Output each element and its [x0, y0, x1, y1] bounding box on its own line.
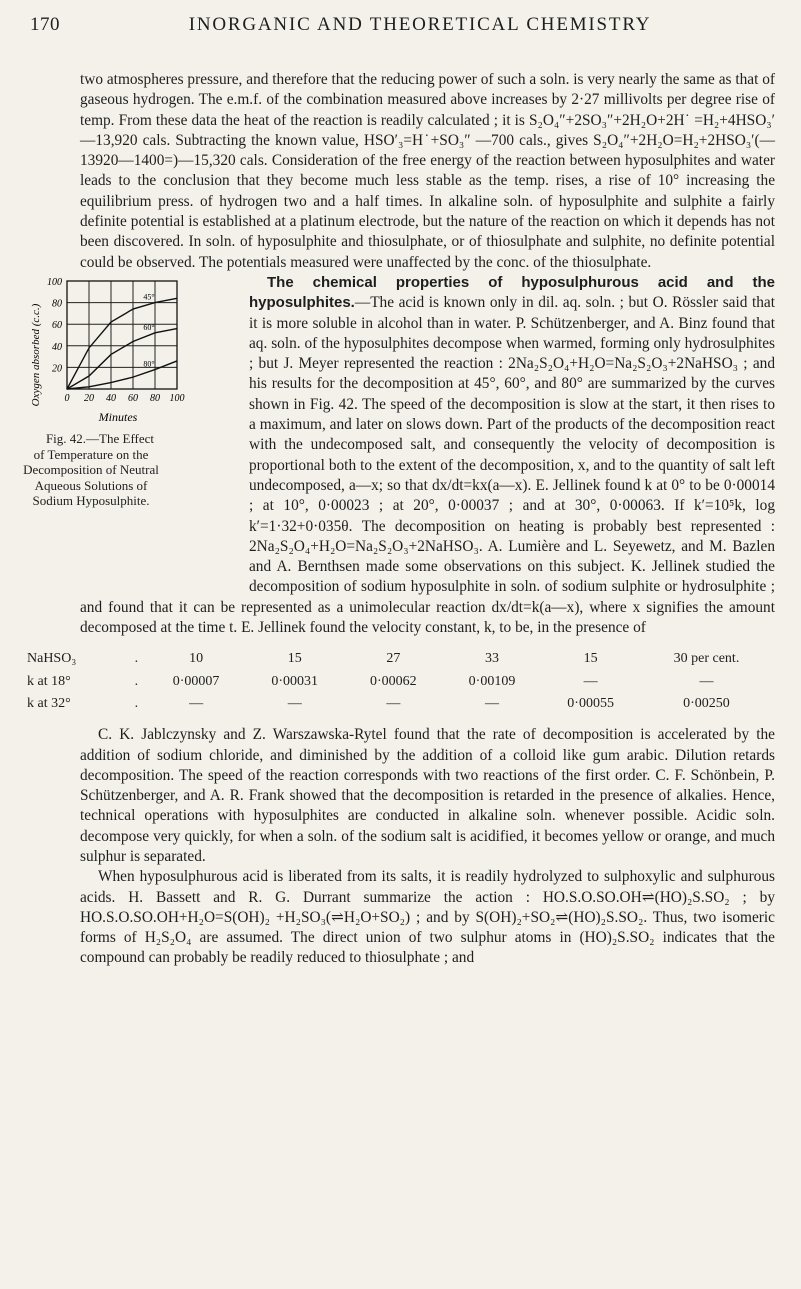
curve-label: 80°: [143, 359, 155, 369]
x-axis-label: Minutes: [98, 409, 138, 424]
table-cell: 0·00250: [683, 695, 730, 711]
decomposition-chart: [23, 275, 237, 425]
page-number: 170: [30, 14, 60, 35]
series-line-0: [67, 361, 177, 389]
table-cell: —: [287, 695, 302, 711]
leader-dot: .: [134, 695, 139, 711]
y-tick-label: 60: [52, 320, 62, 332]
y-tick-label: 100: [47, 276, 62, 288]
paragraph-1: two atmospheres pressure, and therefore that the reducing power of such a soln. is very nearly the same as that of gaseous hydrogen. The e.m.f. of the combination measured above increases by 2·27 millivolts per degree rise of temp. From these data the heat of the reaction is readily calculated ; it is S₂O₄″+2SO₃″+2H₂O+2H˙ =H₂+4HSO₃′—13,920 cals. Subtracting the known value, HSO′₃=H˙+SO₃″ —700 cals., gives S₂O₄″+2H₂O=H₂+2HSO₃′(—13920—1400=)—15,320 cals. Consideration of the free energy of the reaction between hyposulphites and water leads to the conclusion that they become much less stable as the temp. rises, a rise of 10° increasing the equilibrium press. of hydrogen two and a half times. In alkaline soln. of hyposulphite and sulphite a fairly definite potential is established at a platinum electrode, but the nature of the reaction on which it depends has not been discovered. In soln. of hyposulphite and thiosulphate, or of thiosulphate and sulphite, no definite potential could be observed. The potentials measured were unaffected by the conc. of the thiosulphate.: [80, 71, 775, 271]
curve-label: 60°: [143, 322, 155, 332]
plot-frame: [67, 281, 177, 389]
table-cell: 33: [484, 651, 499, 667]
x-tick-label: 0: [64, 392, 70, 404]
x-tick-label: 80: [150, 392, 160, 404]
table-cell: 10: [189, 651, 204, 667]
row-label: k at 32°: [27, 695, 71, 711]
curve-label: 45°: [143, 292, 155, 302]
table-cell: 0·00062: [370, 673, 417, 689]
row-label: k at 18°: [27, 673, 71, 689]
table-cell: 0·00055: [567, 695, 614, 711]
figure-42: [23, 275, 237, 587]
table-cell: —: [699, 673, 714, 689]
table-row: [23, 648, 773, 670]
table-cell: —: [583, 673, 598, 689]
paragraph-4: When hyposulphurous acid is liberated from its salts, it is readily hydrolyzed to sulphoxylic and sulphurous acids. H. Bassett and R. G. Durrant summarize the action : HO.S.O.SO.OH⇌(HO)₂S.SO₂ ; by HO.S.O.SO.OH+H₂O=S(OH)₂ +H₂SO₃(⇌H₂O+SO₂) ; and by S(OH)₂+SO₂⇌(HO)₂S.SO₂. Thus, two isomeric forms of H₂S₂O₄ are assumed. The direct union of two sulphur atoms in (HO)₂S.SO₂ indicates that the compound can probably be readily reduced to thiosulphate ; and: [80, 868, 775, 967]
paragraph-2-body: —The acid is known only in dil. aq. soln. ; but O. Rössler said that it is more soluble in alcohol than in water. P. Schützenberger, and A. Binz found that aq. soln. of the hyposulphites decompose when warmed, forming only hydrosulphites ; but J. Meyer represented the reaction : 2Na₂S₂O₄+H₂O=Na₂S₂O₃+2NaHSO₃ ; and his results for the decomposition at 45°, 60°, and 80° are summarized by the curves shown in Fig. 42. The speed of the decomposition is slow at the start, it then rises to a maximum, and later on slows down. Part of the products of the decomposition react with the undecomposed salt, and consequently the velocity of decomposition is proportional both to the extent of the decomposition, x, and to the quantity of salt left undecomposed, a—x; so that dx/dt=kx(a—x). E. Jellinek found k at 0° to be 0·00014 ; at 10°, 0·00023 ; at 20°, 0·00037 ; and at 30°, 0·00063. If k′=10⁵k, log k′=1·32+0·035θ. The decomposition on heating is probably best represented : 2Na₂S₂O₄+H₂O=Na₂S₂O₃+2NaHSO₃. A. Lumière and L. Seyewetz, and M. Bazlen and A. Bernthsen made some observations on this subject. K. Jellinek studied the decomposition of sodium hyposulphite in soln. of sodium sulphite or hydrosulphite ; and found that it can be represented as a unimolecular reaction dx/dt=k(a—x), where x signifies the amount decomposed at the time t. E. Jellinek found the velocity constant, k, to be, in the presence of: [80, 294, 775, 637]
running-head: INORGANIC AND THEORETICAL CHEMISTRY: [188, 14, 652, 35]
table-cell: 0·00031: [271, 673, 319, 689]
y-tick-label: 20: [52, 363, 62, 375]
leader-dot: .: [134, 673, 139, 689]
table-cell: 15: [287, 651, 302, 667]
table-cell: —: [189, 695, 204, 711]
table-row: [23, 671, 773, 693]
y-axis-label: Oxygen absorbed (c.c.): [30, 303, 42, 407]
section-heading: The chemical properties of hyposulphurous acid and the hyposulphites.: [249, 273, 775, 312]
x-tick-label: 20: [84, 392, 94, 404]
x-tick-label: 60: [128, 392, 138, 404]
table-row: [23, 693, 773, 715]
table-cell: —: [386, 695, 401, 711]
table-cell: 15: [583, 651, 598, 667]
x-tick-label: 100: [169, 392, 185, 404]
paragraph-2: [23, 273, 775, 638]
plot-area: [47, 277, 185, 404]
y-tick-label: 80: [52, 298, 62, 310]
row-label: NaHSO₃: [27, 651, 77, 667]
x-tick-label: 40: [106, 392, 116, 404]
page-header: [0, 14, 801, 54]
paragraph-3: C. K. Jablczynsky and Z. Warszawska-Rytel found that the rate of decomposition is accelerated by the addition of sodium chloride, and diminished by the addition of a colloid like gum arabic. Dilution retards decomposition. The speed of the reaction corresponds with two reactions of the first order. C. F. Schönbein, P. Schützenberger, and A. R. Frank showed that the decomposition is retarded in the presence of alkalies. Hence, technical operations with hyposulphites are conducted in alkaline soln. whenever possible. Acidic soln. decompose very quickly, for when a soln. of the sodium salt is acidified, it becomes yellow or orange, and much sulphur is separated.: [80, 726, 775, 865]
y-tick-label: 40: [52, 341, 62, 353]
table-cell: 0·00109: [468, 673, 516, 689]
table-cell: —: [484, 695, 499, 711]
figure-caption: Fig. 42.—The Effect of Temperature on the Decomposition of Neutral Aqueous Solutions of Sodium Hyposulphite.: [23, 430, 159, 509]
table-cell: 0·00007: [172, 673, 220, 689]
body-text: [23, 70, 775, 969]
velocity-constant-table: [23, 648, 773, 715]
table-cell: 27: [386, 651, 401, 667]
table-cell: 30 per cent.: [673, 651, 740, 667]
leader-dot: .: [134, 651, 139, 667]
series-line-2: [67, 298, 177, 389]
